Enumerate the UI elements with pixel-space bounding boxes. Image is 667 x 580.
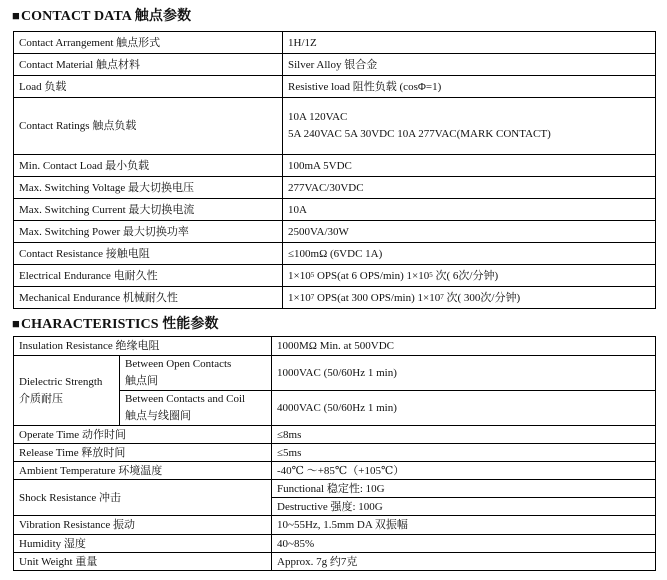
characteristics-title-text: CHARACTERISTICS 性能参数 — [20, 317, 219, 332]
dielectric-strength-label: Dielectric Strength 介质耐压 — [14, 356, 120, 426]
row-value: 1H/1Z — [283, 32, 656, 54]
row-value: 2500VA/30W — [283, 221, 656, 243]
row-value: 10~55Hz, 1.5mm DA 双振幅 — [272, 516, 656, 535]
row-value: 10A — [283, 199, 656, 221]
characteristics-table — [13, 336, 656, 571]
contact-data-table — [13, 31, 656, 309]
row-value: Approx. 7g 约7克 — [272, 553, 656, 571]
row-label: Electrical Endurance 电耐久性 — [14, 265, 283, 287]
contact-data-title-text: CONTACT DATA 触点参数 — [20, 9, 192, 24]
row-label: Load 负载 — [14, 76, 283, 98]
electrical-endurance-value: $1\times 10^5$ OPS(at 6 OPS/min) $1\times 10^5$ 次( 6次/分钟) — [283, 265, 656, 287]
table-row — [14, 356, 656, 391]
table-row — [14, 54, 656, 76]
row-value: ≤8ms — [272, 426, 656, 444]
row-value: Resistive load 阻性负载 (cosΦ=1) — [283, 76, 656, 98]
row-value: Functional 稳定性: 10G — [272, 480, 656, 498]
table-row — [14, 76, 656, 98]
table-row — [14, 199, 656, 221]
contact-ratings-values — [283, 98, 656, 155]
row-value: ≤5ms — [272, 444, 656, 462]
table-row — [14, 98, 656, 155]
row-label: Max. Switching Voltage 最大切换电压 — [14, 177, 283, 199]
mechanical-endurance-value: $1\times 10^7$ OPS(at 300 OPS/min) $1\times 10^7$ 次( 300次/分钟) — [283, 287, 656, 309]
table-row — [14, 221, 656, 243]
square-bullet-icon: ■ — [12, 8, 20, 23]
row-value: 40~85% — [272, 535, 656, 553]
table-row — [14, 155, 656, 177]
table-row — [14, 535, 656, 553]
table-row — [14, 444, 656, 462]
table-row — [14, 480, 656, 498]
row-value: 1000VAC (50/60Hz 1 min) — [272, 356, 656, 391]
table-row — [14, 337, 656, 356]
table-row — [14, 426, 656, 444]
table-row — [14, 462, 656, 480]
between-open-contacts-label: Between Open Contacts 触点间 — [120, 356, 272, 391]
row-label: Max. Switching Current 最大切换电流 — [14, 199, 283, 221]
row-label: Mechanical Endurance 机械耐久性 — [14, 287, 283, 309]
row-label: Contact Material 触点材料 — [14, 54, 283, 76]
row-value: 4000VAC (50/60Hz 1 min) — [272, 391, 656, 426]
row-value: 100mA 5VDC — [283, 155, 656, 177]
contact-rating-line: 10A 120VAC — [288, 111, 348, 123]
table-row — [14, 32, 656, 54]
table-row — [14, 265, 656, 287]
table-row — [14, 177, 656, 199]
contact-rating-line: 5A 240VAC 5A 30VDC 10A 277VAC(MARK CONTACT) — [288, 128, 551, 140]
row-label: Release Time 释放时间 — [14, 444, 272, 462]
row-label: Vibration Resistance 振动 — [14, 516, 272, 535]
row-label: Contact Arrangement 触点形式 — [14, 32, 283, 54]
row-value: Silver Alloy 银合金 — [283, 54, 656, 76]
row-value: ≤100mΩ (6VDC 1A) — [283, 243, 656, 265]
table-row — [14, 516, 656, 535]
row-value: 1000MΩ Min. at 500VDC — [272, 337, 656, 356]
row-label: Contact Ratings 触点负载 — [14, 98, 283, 155]
table-row — [14, 553, 656, 571]
row-value: 277VAC/30VDC — [283, 177, 656, 199]
table-row — [14, 243, 656, 265]
row-label: Contact Resistance 接触电阻 — [14, 243, 283, 265]
row-label: Ambient Temperature 环境温度 — [14, 462, 272, 480]
row-label: Humidity 湿度 — [14, 535, 272, 553]
table-row — [14, 287, 656, 309]
row-label: Max. Switching Power 最大切换功率 — [14, 221, 283, 243]
contact-data-title — [12, 5, 191, 25]
between-contacts-coil-label: Between Contacts and Coil 触点与线圈间 — [120, 391, 272, 426]
row-label: Shock Resistance 冲击 — [14, 480, 272, 516]
row-label: Insulation Resistance 绝缘电阻 — [14, 337, 272, 356]
row-value: -40℃ ～+85℃（+105℃） — [272, 462, 656, 480]
characteristics-title — [12, 313, 219, 333]
row-label: Operate Time 动作时间 — [14, 426, 272, 444]
row-label: Unit Weight 重量 — [14, 553, 272, 571]
square-bullet-icon: ■ — [12, 316, 20, 331]
row-label: Min. Contact Load 最小负载 — [14, 155, 283, 177]
row-value: Destructive 强度: 100G — [272, 498, 656, 516]
